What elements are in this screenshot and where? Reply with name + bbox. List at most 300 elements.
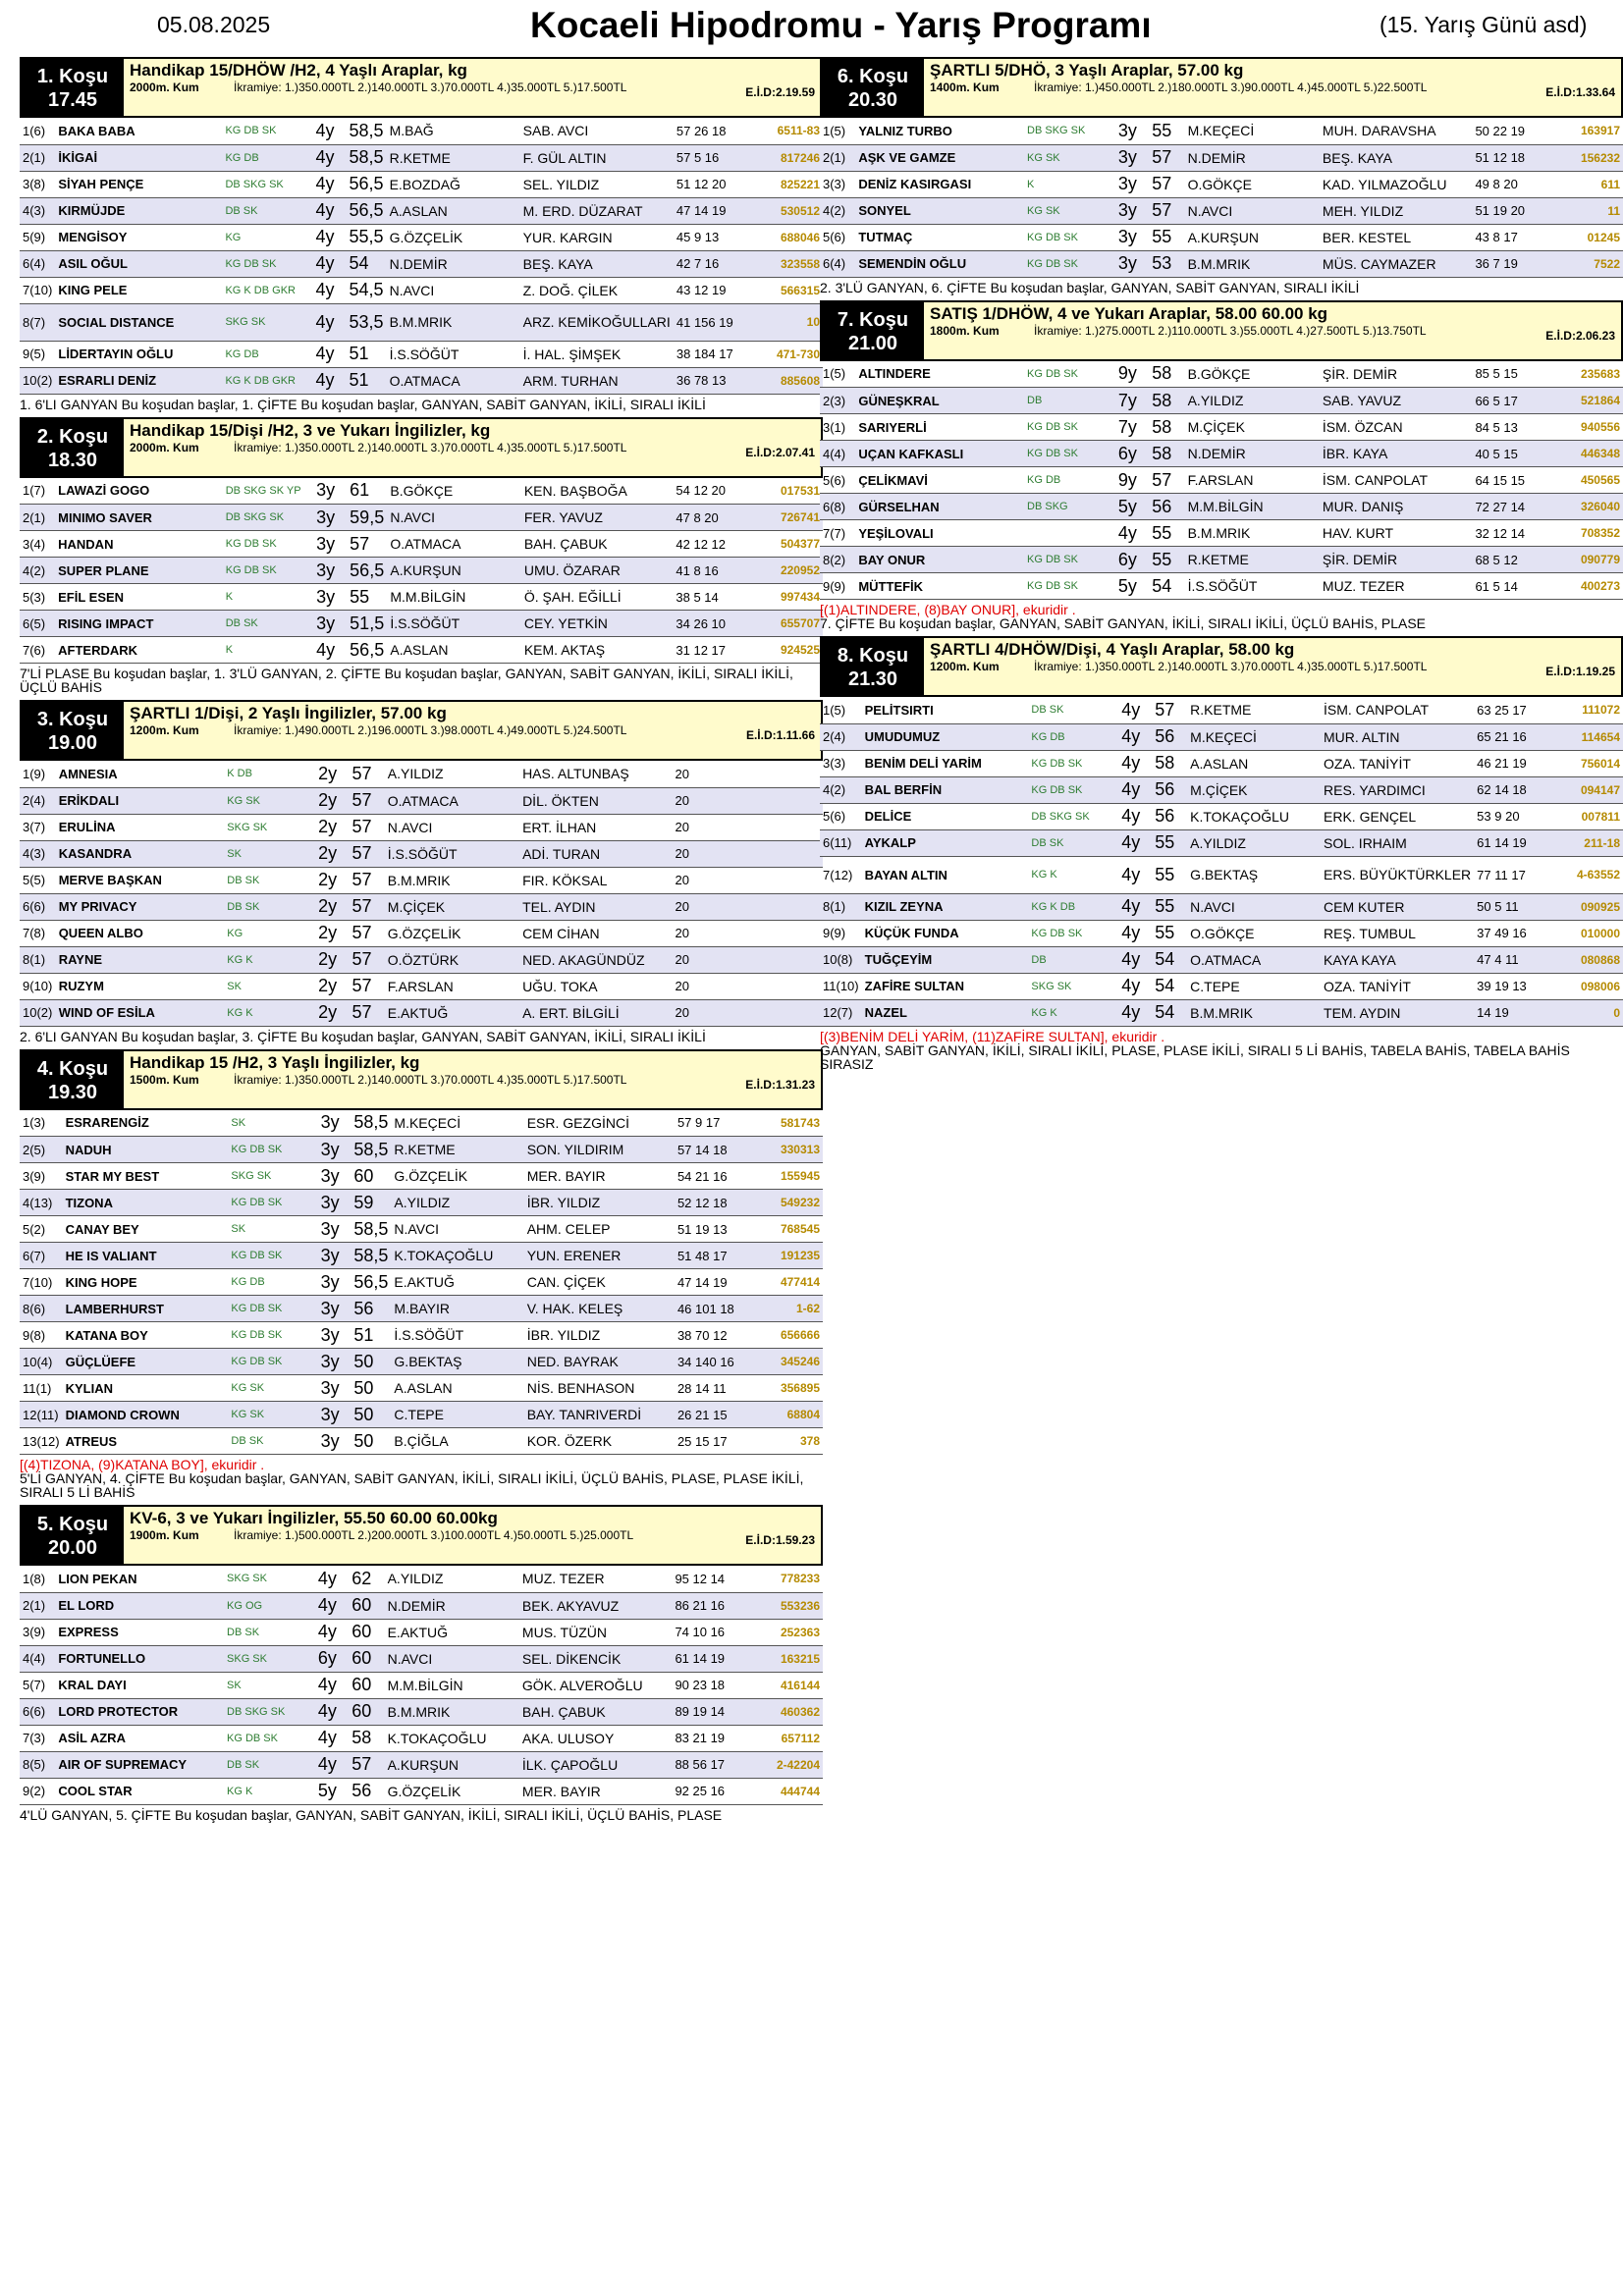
horse-number: 8(1) <box>20 946 56 973</box>
horse-name: ERULİNA <box>56 814 225 840</box>
horse-equipment: SK <box>224 1672 315 1698</box>
table-row[interactable] <box>820 723 1623 750</box>
race-distance: 1200m. Kum <box>930 660 1000 673</box>
horse-age: 2y <box>315 761 349 787</box>
horse-weight: 57 <box>349 840 384 867</box>
horse-number: 6(6) <box>20 893 56 920</box>
table-row[interactable] <box>820 250 1623 277</box>
jockey-name: G.BEKTAŞ <box>1187 856 1321 893</box>
horse-weight: 60 <box>349 1592 384 1619</box>
horse-name: WIND OF ESİLA <box>56 999 225 1026</box>
handicap-stats: 83 21 19 <box>672 1725 767 1751</box>
table-row[interactable] <box>820 697 1623 723</box>
horse-name: SEMENDİN OĞLU <box>855 250 1024 277</box>
race-number-box <box>822 638 924 695</box>
jockey-name: R.KETME <box>1187 697 1321 723</box>
horse-weight: 58,5 <box>347 144 387 171</box>
table-row[interactable] <box>20 1698 823 1725</box>
horse-weight: 50 <box>351 1349 391 1375</box>
handicap-stats: 20 <box>673 787 768 814</box>
jockey-name: İ.S.SÖĞÜT <box>1185 573 1320 600</box>
race-number-box <box>22 702 124 759</box>
table-row[interactable] <box>20 118 823 144</box>
trainer-name: CEY. YETKİN <box>521 611 674 637</box>
horse-equipment: KG K DB GKR <box>222 277 312 303</box>
horse-equipment: KG DB SK <box>228 1243 317 1269</box>
horse-weight: 56 <box>1152 723 1187 750</box>
horse-age: 3y <box>318 1428 352 1455</box>
table-row[interactable] <box>20 1137 823 1163</box>
handicap-stats: 43 12 19 <box>674 277 768 303</box>
handicap-stats: 20 <box>673 999 768 1026</box>
table-row[interactable] <box>820 467 1623 494</box>
horse-age: 3y <box>318 1375 352 1402</box>
table-row[interactable] <box>20 144 823 171</box>
trainer-name: MEH. YILDIZ <box>1320 197 1473 224</box>
race-title: Handikap 15 /H2, 3 Yaşlı İngilizler, kg <box>130 1052 420 1072</box>
trainer-name: HAS. ALTUNBAŞ <box>519 761 672 787</box>
table-row[interactable] <box>20 1592 823 1619</box>
horse-weight: 58 <box>1152 750 1187 776</box>
horse-age: 4y <box>313 303 347 341</box>
table-row[interactable] <box>20 920 823 946</box>
bet-types-note: 4'LÜ GANYAN, 5. ÇİFTE Bu koşudan başlar, GANYAN, SABİT GANYAN, İKİLİ, SIRALI İKİLİ, ÜÇLÜ BAHİS, PLASE <box>20 1806 723 1823</box>
race-record: E.İ.D:1.59.23 <box>745 1533 815 1547</box>
handicap-stats: 26 21 15 <box>675 1402 768 1428</box>
last-races: 940556 <box>1567 414 1623 441</box>
horse-number: 10(2) <box>20 999 56 1026</box>
table-row[interactable] <box>20 224 823 250</box>
horse-name: SOCIAL DISTANCE <box>55 303 222 341</box>
horse-number: 3(1) <box>820 414 855 441</box>
table-row[interactable] <box>20 611 823 637</box>
horse-age: 4y <box>315 1566 349 1592</box>
horse-name: UÇAN KAFKASLI <box>855 441 1024 467</box>
bet-types-note: 7'Lİ PLASE Bu koşudan başlar, 1. 3'LÜ GANYAN, 2. ÇİFTE Bu koşudan başlar, GANYAN, SABİT GANYAN, İKİLİ, SIRALI İKİLİ, ÜÇLÜ BAHİS <box>20 666 793 695</box>
horse-age: 4y <box>1118 920 1152 946</box>
race-record: E.İ.D:1.19.25 <box>1545 665 1615 678</box>
horse-number: 5(6) <box>820 803 862 829</box>
table-row[interactable] <box>20 1725 823 1751</box>
horse-name: ÇELİKMAVİ <box>855 467 1024 494</box>
last-races <box>767 787 823 814</box>
race-block <box>20 700 823 1049</box>
table-row[interactable] <box>20 1163 823 1190</box>
horse-equipment: KG DB SK <box>1028 920 1118 946</box>
horse-age: 2y <box>315 867 349 893</box>
horse-equipment: KG DB <box>1028 723 1118 750</box>
horse-equipment: DB <box>1024 388 1115 414</box>
trainer-name: OZA. TANİYİT <box>1321 750 1474 776</box>
handicap-stats: 34 140 16 <box>675 1349 768 1375</box>
table-row[interactable] <box>20 584 823 611</box>
horse-equipment: DB SKG <box>1024 494 1115 520</box>
jockey-name: C.TEPE <box>391 1402 523 1428</box>
trainer-name: YUN. ERENER <box>524 1243 675 1269</box>
table-row[interactable] <box>20 1322 823 1349</box>
horse-weight: 50 <box>351 1428 391 1455</box>
last-races: 521864 <box>1567 388 1623 414</box>
horse-weight: 56,5 <box>347 637 387 664</box>
horse-age: 2y <box>315 787 349 814</box>
table-row[interactable] <box>20 1778 823 1804</box>
horse-weight: 60 <box>349 1698 384 1725</box>
table-row[interactable] <box>20 250 823 277</box>
horse-table <box>20 1110 823 1456</box>
table-row[interactable] <box>820 361 1623 388</box>
horse-age: 6y <box>315 1645 349 1672</box>
horse-number: 8(5) <box>20 1751 55 1778</box>
left-column <box>20 57 823 1828</box>
horse-number: 2(1) <box>820 144 855 171</box>
horse-number: 3(7) <box>20 814 56 840</box>
table-row[interactable] <box>20 999 823 1026</box>
table-row[interactable] <box>20 1110 823 1137</box>
horse-name: TIZONA <box>63 1190 229 1216</box>
table-row[interactable] <box>820 171 1623 197</box>
race-note <box>20 395 823 417</box>
horse-equipment: KG SK <box>1024 197 1115 224</box>
horse-name: BAYAN ALTIN <box>862 856 1029 893</box>
horse-equipment: DB SKG SK YP <box>223 478 313 505</box>
trainer-name: MUZ. TEZER <box>519 1566 673 1592</box>
table-row[interactable] <box>20 1216 823 1243</box>
race-time: 18.30 <box>47 449 98 471</box>
horse-number: 3(3) <box>820 171 855 197</box>
handicap-stats: 36 7 19 <box>1472 250 1567 277</box>
table-row[interactable] <box>820 920 1623 946</box>
last-races: 566315 <box>768 277 823 303</box>
horse-equipment: DB SKG SK <box>1028 803 1118 829</box>
horse-number: 1(3) <box>20 1110 63 1137</box>
table-row[interactable] <box>20 1566 823 1592</box>
horse-name: BAKA BABA <box>55 118 222 144</box>
table-row[interactable] <box>20 1243 823 1269</box>
last-races: 007811 <box>1568 803 1623 829</box>
trainer-name: AHM. CELEP <box>524 1216 675 1243</box>
handicap-stats: 39 19 13 <box>1474 973 1568 999</box>
table-row[interactable] <box>20 1428 823 1455</box>
handicap-stats: 50 5 11 <box>1474 893 1568 920</box>
trainer-name: MUR. DANIŞ <box>1320 494 1473 520</box>
table-row[interactable] <box>820 118 1623 144</box>
horse-weight: 57 <box>349 787 384 814</box>
table-row[interactable] <box>20 1751 823 1778</box>
horse-number: 13(12) <box>20 1428 63 1455</box>
horse-number: 4(2) <box>820 776 862 803</box>
horse-age: 4y <box>315 1592 349 1619</box>
table-row[interactable] <box>20 1645 823 1672</box>
horse-name: LORD PROTECTOR <box>55 1698 224 1725</box>
horse-number: 3(8) <box>20 171 55 197</box>
table-row[interactable] <box>20 814 823 840</box>
handicap-stats: 51 19 20 <box>1472 197 1567 224</box>
horse-weight: 56 <box>351 1296 391 1322</box>
horse-age: 3y <box>318 1137 352 1163</box>
last-races: 252363 <box>767 1619 823 1645</box>
horse-table <box>20 761 823 1027</box>
horse-age: 5y <box>1115 494 1149 520</box>
horse-weight: 58 <box>1149 361 1184 388</box>
table-row[interactable] <box>820 803 1623 829</box>
horse-age: 4y <box>313 197 347 224</box>
horse-name: TUĞÇEYİM <box>862 946 1029 973</box>
horse-equipment: DB SK <box>224 1619 315 1645</box>
horse-age: 3y <box>313 558 347 584</box>
trainer-name: İSM. ÖZCAN <box>1320 414 1473 441</box>
horse-equipment: KG K DB GKR <box>222 367 312 394</box>
race-distance: 1800m. Kum <box>930 323 1000 338</box>
table-row[interactable] <box>20 946 823 973</box>
table-row[interactable] <box>20 197 823 224</box>
handicap-stats: 20 <box>673 761 768 787</box>
table-row[interactable] <box>20 478 823 505</box>
table-row[interactable] <box>20 1269 823 1296</box>
horse-name: GÜNEŞKRAL <box>855 388 1024 414</box>
table-row[interactable] <box>820 999 1623 1026</box>
horse-number: 9(9) <box>820 573 855 600</box>
table-row[interactable] <box>820 414 1623 441</box>
table-row[interactable] <box>820 893 1623 920</box>
table-row[interactable] <box>20 1296 823 1322</box>
horse-name: RUZYM <box>56 973 225 999</box>
horse-equipment: DB SKG SK <box>223 505 313 531</box>
table-row[interactable] <box>20 303 823 341</box>
horse-age: 6y <box>1115 441 1149 467</box>
jockey-name: O.GÖKÇE <box>1185 171 1320 197</box>
horse-name: HE IS VALIANT <box>63 1243 229 1269</box>
horse-weight: 58,5 <box>351 1243 391 1269</box>
table-row[interactable] <box>820 573 1623 600</box>
last-races: 330313 <box>768 1137 823 1163</box>
horse-number: 6(4) <box>820 250 855 277</box>
handicap-stats: 41 8 16 <box>673 558 767 584</box>
jockey-name: B.GÖKÇE <box>1185 361 1320 388</box>
jockey-name: K.TOKAÇOĞLU <box>391 1243 523 1269</box>
race-number: 3. Koşu <box>36 709 109 730</box>
horse-name: HANDAN <box>55 531 223 558</box>
table-row[interactable] <box>820 856 1623 893</box>
race-info <box>124 1051 821 1108</box>
jockey-name: G.ÖZÇELİK <box>387 224 520 250</box>
trainer-name: CAN. ÇİÇEK <box>524 1269 675 1296</box>
horse-equipment: KG <box>222 224 312 250</box>
handicap-stats: 20 <box>673 973 768 999</box>
last-races: 017531 <box>768 478 823 505</box>
horse-name: SARIYERLİ <box>855 414 1024 441</box>
jockey-name: O.ATMACA <box>387 367 520 394</box>
trainer-name: TEL. AYDIN <box>519 893 672 920</box>
trainer-name: MUZ. TEZER <box>1320 573 1473 600</box>
table-row[interactable] <box>20 1190 823 1216</box>
race-time: 20.00 <box>47 1537 98 1559</box>
horse-age: 4y <box>313 118 347 144</box>
table-row[interactable] <box>820 829 1623 856</box>
last-races: 688046 <box>768 224 823 250</box>
horse-age: 4y <box>1118 829 1152 856</box>
table-row[interactable] <box>20 787 823 814</box>
jockey-name: A.ASLAN <box>1187 750 1321 776</box>
horse-age: 4y <box>1118 999 1152 1026</box>
horse-equipment: KG DB SK <box>222 118 312 144</box>
last-races: 471-730 <box>768 341 823 367</box>
table-row[interactable] <box>20 531 823 558</box>
trainer-name: NED. AKAGÜNDÜZ <box>519 946 672 973</box>
horse-number: 9(8) <box>20 1322 63 1349</box>
race-time: 19.00 <box>47 732 98 754</box>
table-row[interactable] <box>20 893 823 920</box>
jockey-name: İ.S.SÖĞÜT <box>387 341 520 367</box>
table-row[interactable] <box>20 277 823 303</box>
table-row[interactable] <box>20 1349 823 1375</box>
jockey-name: M.M.BİLGİN <box>387 584 520 611</box>
table-row[interactable] <box>820 520 1623 547</box>
table-row[interactable] <box>820 776 1623 803</box>
table-row[interactable] <box>20 505 823 531</box>
handicap-stats: 65 21 16 <box>1474 723 1568 750</box>
horse-age: 4y <box>313 144 347 171</box>
trainer-name: KEN. BAŞBOĞA <box>521 478 674 505</box>
table-row[interactable] <box>820 224 1623 250</box>
horse-weight: 60 <box>351 1163 391 1190</box>
last-races: 460362 <box>767 1698 823 1725</box>
horse-age: 4y <box>315 1725 349 1751</box>
jockey-name: M.BAYIR <box>391 1296 523 1322</box>
last-races: 345246 <box>768 1349 823 1375</box>
horse-age: 4y <box>313 367 347 394</box>
table-row[interactable] <box>820 973 1623 999</box>
horse-weight: 58,5 <box>347 118 387 144</box>
trainer-name: SAB. YAVUZ <box>1320 388 1473 414</box>
last-races: 817246 <box>768 144 823 171</box>
table-row[interactable] <box>20 341 823 367</box>
horse-age: 3y <box>1115 144 1149 171</box>
trainer-name: KOR. ÖZERK <box>524 1428 675 1455</box>
race-number-box <box>22 1051 124 1108</box>
trainer-name: FER. YAVUZ <box>521 505 674 531</box>
horse-name: EL LORD <box>55 1592 224 1619</box>
table-row[interactable] <box>20 761 823 787</box>
last-races: 611 <box>1567 171 1623 197</box>
table-row[interactable] <box>20 171 823 197</box>
horse-age: 3y <box>313 584 347 611</box>
table-row[interactable] <box>20 1672 823 1698</box>
horse-name: AYKALP <box>862 829 1029 856</box>
table-row[interactable] <box>820 388 1623 414</box>
table-row[interactable] <box>820 197 1623 224</box>
horse-weight: 57 <box>1149 144 1184 171</box>
table-row[interactable] <box>820 441 1623 467</box>
race-title: KV-6, 3 ve Yukarı İngilizler, 55.50 60.00 60.00kg <box>130 1509 498 1527</box>
horse-age: 2y <box>315 814 349 840</box>
horse-equipment: DB SKG SK <box>224 1698 315 1725</box>
last-races: 2-42204 <box>767 1751 823 1778</box>
horse-name: KATANA BOY <box>63 1322 229 1349</box>
horse-age: 4y <box>313 224 347 250</box>
horse-age: 4y <box>1118 893 1152 920</box>
race-number: 6. Koşu <box>837 66 909 87</box>
horse-equipment: SKG SK <box>222 303 312 341</box>
ekuri-note: [(1)ALTINDERE, (8)BAY ONUR], ekuridir . <box>820 602 1076 617</box>
horse-number: 11(10) <box>820 973 862 999</box>
table-row[interactable] <box>20 973 823 999</box>
race-number: 2. Koşu <box>36 425 109 448</box>
jockey-name: İ.S.SÖĞÜT <box>387 611 520 637</box>
horse-age: 9y <box>1115 467 1149 494</box>
table-row[interactable] <box>20 1619 823 1645</box>
horse-number: 2(3) <box>820 388 855 414</box>
horse-equipment: KG DB SK <box>1024 414 1115 441</box>
table-row[interactable] <box>20 1402 823 1428</box>
race-title: Handikap 15/Dişi /H2, 3 ve Yukarı İngilizler, kg <box>130 420 491 440</box>
race-distance: 1400m. Kum <box>930 80 1000 94</box>
jockey-name: B.M.MRIK <box>1185 250 1320 277</box>
horse-equipment: DB SKG SK <box>222 171 312 197</box>
jockey-name: G.ÖZÇELİK <box>385 920 519 946</box>
jockey-name: E.AKTUĞ <box>391 1269 523 1296</box>
trainer-name: MER. BAYIR <box>519 1778 673 1804</box>
horse-number: 4(2) <box>820 197 855 224</box>
table-row[interactable] <box>820 494 1623 520</box>
trainer-name: HAV. KURT <box>1320 520 1473 547</box>
race-prize: İkramiye: 1.)350.000TL 2.)140.000TL 3.)70.000TL 4.)35.000TL 5.)17.500TL <box>234 440 627 454</box>
table-row[interactable] <box>820 750 1623 776</box>
handicap-stats: 57 26 18 <box>674 118 768 144</box>
horse-weight: 55 <box>1152 829 1187 856</box>
trainer-name: MUS. TÜZÜN <box>519 1619 673 1645</box>
horse-table <box>20 478 823 665</box>
last-races: 549232 <box>768 1190 823 1216</box>
jockey-name: B.M.MRIK <box>1185 520 1320 547</box>
table-row[interactable] <box>820 547 1623 573</box>
horse-equipment: KG DB SK <box>228 1137 317 1163</box>
table-row[interactable] <box>820 946 1623 973</box>
horse-weight: 62 <box>349 1566 384 1592</box>
horse-weight: 58 <box>1149 414 1184 441</box>
last-races: 211-18 <box>1568 829 1623 856</box>
table-row[interactable] <box>20 558 823 584</box>
bet-types-note: 2. 6'LI GANYAN Bu koşudan başlar, 3. ÇİFTE Bu koşudan başlar, GANYAN, SABİT GANYAN, İKİLİ, SIRALI İKİLİ <box>20 1028 706 1044</box>
table-row[interactable] <box>20 637 823 664</box>
handicap-stats: 53 9 20 <box>1474 803 1568 829</box>
handicap-stats: 31 12 17 <box>673 637 767 664</box>
table-row[interactable] <box>20 367 823 394</box>
table-row[interactable] <box>20 867 823 893</box>
table-row[interactable] <box>820 144 1623 171</box>
handicap-stats: 34 26 10 <box>673 611 767 637</box>
trainer-name: F. GÜL ALTIN <box>520 144 674 171</box>
race-number-box <box>822 302 924 359</box>
race-header <box>20 1505 823 1566</box>
jockey-name: G.ÖZÇELİK <box>385 1778 519 1804</box>
race-header <box>20 57 823 118</box>
horse-age: 3y <box>318 1163 352 1190</box>
trainer-name: BAH. ÇABUK <box>519 1698 673 1725</box>
table-row[interactable] <box>20 840 823 867</box>
race-title: Handikap 15/DHÖW /H2, 4 Yaşlı Araplar, kg <box>130 61 467 80</box>
horse-name: KIRMÜJDE <box>55 197 222 224</box>
table-row[interactable] <box>20 1375 823 1402</box>
handicap-stats: 43 8 17 <box>1472 224 1567 250</box>
horse-name: ALTINDERE <box>855 361 1024 388</box>
horse-equipment: KG DB <box>222 341 312 367</box>
horse-name: AFTERDARK <box>55 637 223 664</box>
last-races: 477414 <box>768 1269 823 1296</box>
horse-weight: 55,5 <box>347 224 387 250</box>
horse-equipment: SKG SK <box>224 814 315 840</box>
horse-number: 10(8) <box>820 946 862 973</box>
trainer-name: REŞ. TUMBUL <box>1321 920 1474 946</box>
